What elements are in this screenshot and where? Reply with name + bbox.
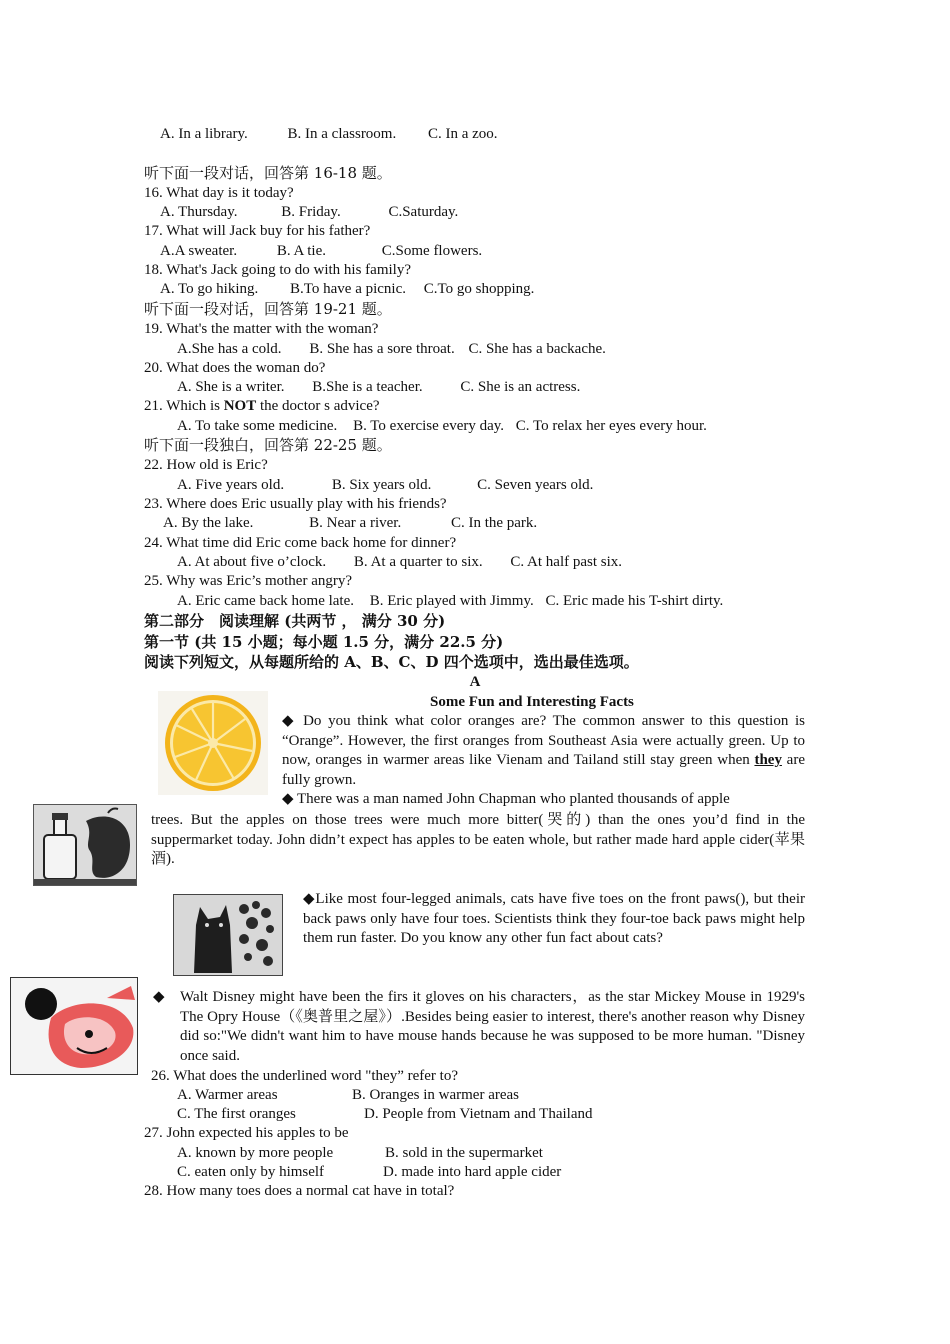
q27-option-d: D. made into hard apple cider: [383, 1164, 562, 1180]
q24-option-b: B. At a quarter to six.: [353, 554, 483, 570]
fact-cats: ◆Like most four-legged animals, cats have five toes on the front paws(), but their back paws only have four toes. Scientists think they four-toe back paws might help them run faster. Do you know any other fun fact about cats?: [303, 891, 805, 946]
section-heading-19-21: 听下面一段对话，回答第 19-21 题。: [144, 300, 392, 318]
fact-oranges: [282, 712, 805, 790]
cat-image: [173, 894, 283, 976]
q27-option-a: A. known by more people: [177, 1145, 334, 1161]
part2-heading: 第二部分 阅读理解 (共两节 ， 满分 30 分): [144, 612, 446, 630]
q23-option-a: A. By the lake.: [163, 515, 254, 531]
q23-options: [163, 514, 537, 534]
fact-apples-first-line: ◆ There was a man named John Chapman who planted thousands of apple: [282, 791, 730, 807]
q19-options: [177, 340, 606, 360]
q17-option-b: B. A tie.: [276, 243, 327, 259]
q25-stem: 25. Why was Eric’s mother angry?: [144, 573, 353, 589]
q28-stem: 28. How many toes does a normal cat have in total?: [144, 1183, 455, 1199]
q21-option-b: B. To exercise every day.: [353, 418, 505, 434]
q25-option-c: C. Eric made his T-shirt dirty.: [545, 593, 724, 609]
q27-option-b: B. sold in the supermarket: [385, 1145, 543, 1161]
q26-option-a: A. Warmer areas: [177, 1087, 278, 1103]
q24-options: [177, 553, 622, 573]
q22-option-b: B. Six years old.: [331, 477, 432, 493]
fact-disney-bullet: ◆: [153, 989, 165, 1005]
orange-slice-icon: [158, 691, 268, 795]
cat-icon: [174, 895, 282, 975]
q21-stem: [144, 397, 380, 417]
q16-option-a: A. Thursday.: [160, 204, 238, 220]
q18-options: [160, 280, 534, 300]
q25-option-a: A. Eric came back home late.: [177, 593, 354, 609]
q22-option-c: C. Seven years old.: [477, 477, 594, 493]
q16-option-b: B. Friday.: [281, 204, 341, 220]
q17-option-c: C.Some flowers.: [381, 243, 483, 259]
q19-stem: 19. What's the matter with the woman?: [144, 321, 379, 337]
q21-option-c: C. To relax her eyes every hour.: [515, 418, 707, 434]
cider-bottle-apple-icon: [34, 805, 136, 885]
q18-option-c: C.To go shopping.: [423, 281, 535, 297]
q22-options: [177, 476, 593, 496]
q25-options: [177, 592, 723, 612]
q24-stem: 24. What time did Eric come back home for dinner?: [144, 535, 457, 551]
q15-option-a: A. In a library.: [160, 126, 248, 142]
q26-option-d: D. People from Vietnam and Thailand: [364, 1106, 593, 1122]
q20-options: [177, 378, 580, 398]
q26-stem: 26. What does the underlined word "they” refer to?: [151, 1068, 458, 1084]
q21-stem-pre: 21. Which is: [144, 398, 224, 414]
q19-option-c: C. She has a backache.: [468, 341, 606, 357]
q18-option-a: A. To go hiking.: [160, 281, 259, 297]
q27-option-c: C. eaten only by himself: [177, 1164, 325, 1180]
q15-option-c: C. In a zoo.: [427, 126, 498, 142]
q20-stem: 20. What does the woman do?: [144, 360, 326, 376]
q25-option-b: B. Eric played with Jimmy.: [369, 593, 534, 609]
section-heading-16-18: 听下面一段对话，回答第 16-18 题。: [144, 164, 392, 182]
q21-stem-not: NOT: [223, 398, 257, 414]
q22-stem: 22. How old is Eric?: [144, 457, 268, 473]
passage-title: Some Fun and Interesting Facts: [430, 694, 634, 710]
cider-apple-image: [33, 804, 137, 886]
q20-option-a: A. She is a writer.: [177, 379, 285, 395]
section-heading-22-25: 听下面一段独白，回答第 22-25 题。: [144, 436, 392, 454]
q16-option-c: C.Saturday.: [388, 204, 459, 220]
q20-option-b: B.She is a teacher.: [312, 379, 423, 395]
q19-option-a: A.She has a cold.: [177, 341, 282, 357]
q23-stem: 23. Where does Eric usually play with his friends?: [144, 496, 447, 512]
q24-option-c: C. At half past six.: [510, 554, 623, 570]
q21-options: [177, 417, 707, 437]
q21-stem-post: the doctor s advice?: [256, 398, 380, 414]
q22-option-a: A. Five years old.: [177, 477, 285, 493]
q15-options: [160, 125, 498, 145]
fact-oranges-end: are fully grown.: [282, 752, 805, 788]
q19-option-b: B. She has a sore throat.: [309, 341, 455, 357]
q27-stem: 27. John expected his apples to be: [144, 1125, 349, 1141]
q16-stem: 16. What day is it today?: [144, 185, 294, 201]
q26-option-c: C. The first oranges: [177, 1106, 296, 1122]
q17-stem: 17. What will Jack buy for his father?: [144, 223, 371, 239]
passage-letter: A: [469, 674, 481, 690]
q16-options: [160, 203, 458, 223]
fact-disney: Walt Disney might have been the firs it gloves on his characters，as the star Mickey Mouse in 1929's The Opry House（《奥普里之屋》）.Besides being easier to interest, there's another reason why Disney did so:"We didn't want him to have mouse hands because he was supposed to be more human. "Disney once said.: [180, 989, 805, 1064]
q23-option-c: C. In the park.: [450, 515, 538, 531]
q24-option-a: A. At about five o’clock.: [177, 554, 327, 570]
orange-image: [158, 691, 268, 795]
section1-heading: 第一节 (共 15 小题；每小题 1.5 分，满分 22.5 分): [144, 633, 504, 651]
q18-stem: 18. What's Jack going to do with his family?: [144, 262, 411, 278]
mickey-mouse-icon: [11, 978, 137, 1074]
reading-instructions: 阅读下列短文，从每题所给的 A、B、C、D 四个选项中，选出最佳选项。: [144, 653, 639, 671]
q21-option-a: A. To take some medicine.: [177, 418, 338, 434]
q26-option-b: B. Oranges in warmer areas: [352, 1087, 520, 1103]
q20-option-c: C. She is an actress.: [460, 379, 581, 395]
mickey-image: [10, 977, 138, 1075]
q15-option-b: B. In a classroom.: [287, 126, 397, 142]
q23-option-b: B. Near a river.: [309, 515, 402, 531]
fact-apples: trees. But the apples on those trees were much more bitter(哭的) than the ones you’d find in the suppermarket today. John didn’t expect has apples to be eaten whole, but rather made hard apple cider(苹果酒).: [151, 812, 805, 867]
q17-options: [160, 242, 482, 262]
q18-option-b: B.To have a picnic.: [290, 281, 407, 297]
underlined-word-they: they: [754, 752, 782, 768]
fact-oranges-text: ◆ Do you think what color oranges are? The common answer to this question is “Orange”. However, the first oranges from Southeast Asia were actually green. Up to now, oranges in warmer areas like Vienam and Tailand still stay green when: [282, 713, 805, 768]
q17-option-a: A.A sweater.: [160, 243, 238, 259]
